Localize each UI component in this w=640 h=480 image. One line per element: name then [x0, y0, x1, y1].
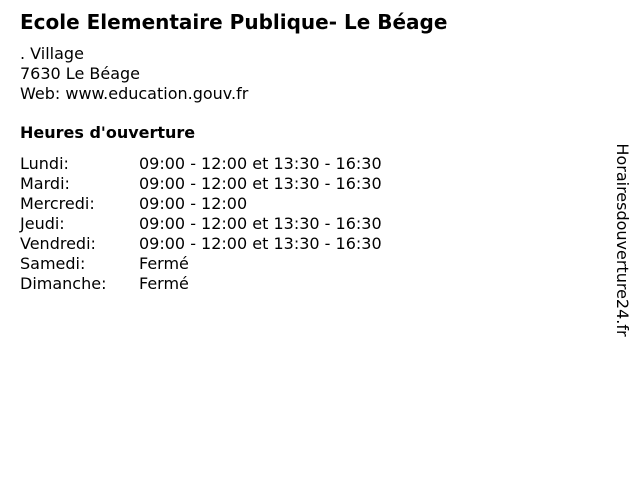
opening-hours-heading: Heures d'ouverture: [20, 123, 196, 142]
day-hours: Fermé: [139, 274, 189, 293]
day-label: Vendredi:: [20, 234, 96, 253]
day-hours: 09:00 - 12:00 et 13:30 - 16:30: [139, 174, 382, 193]
address-block: [20, 44, 248, 104]
address-website: Web: www.education.gouv.fr: [20, 84, 249, 103]
day-label: Dimanche:: [20, 274, 107, 293]
day-hours: 09:00 - 12:00: [139, 194, 248, 213]
day-hours: 09:00 - 12:00 et 13:30 - 16:30: [139, 234, 382, 253]
day-label: Jeudi:: [20, 214, 65, 233]
day-label: Mercredi:: [20, 194, 95, 213]
page-title: Ecole Elementaire Publique- Le Béage: [20, 10, 448, 34]
day-hours: Fermé: [139, 254, 189, 273]
site-watermark: Horairesdouverture24.fr: [613, 143, 632, 337]
day-hours: 09:00 - 12:00 et 13:30 - 16:30: [139, 154, 382, 173]
address-city: 7630 Le Béage: [20, 64, 140, 83]
day-label: Samedi:: [20, 254, 86, 273]
day-label: Lundi:: [20, 154, 69, 173]
address-street: . Village: [20, 44, 84, 63]
day-label: Mardi:: [20, 174, 70, 193]
day-hours: 09:00 - 12:00 et 13:30 - 16:30: [139, 214, 382, 233]
